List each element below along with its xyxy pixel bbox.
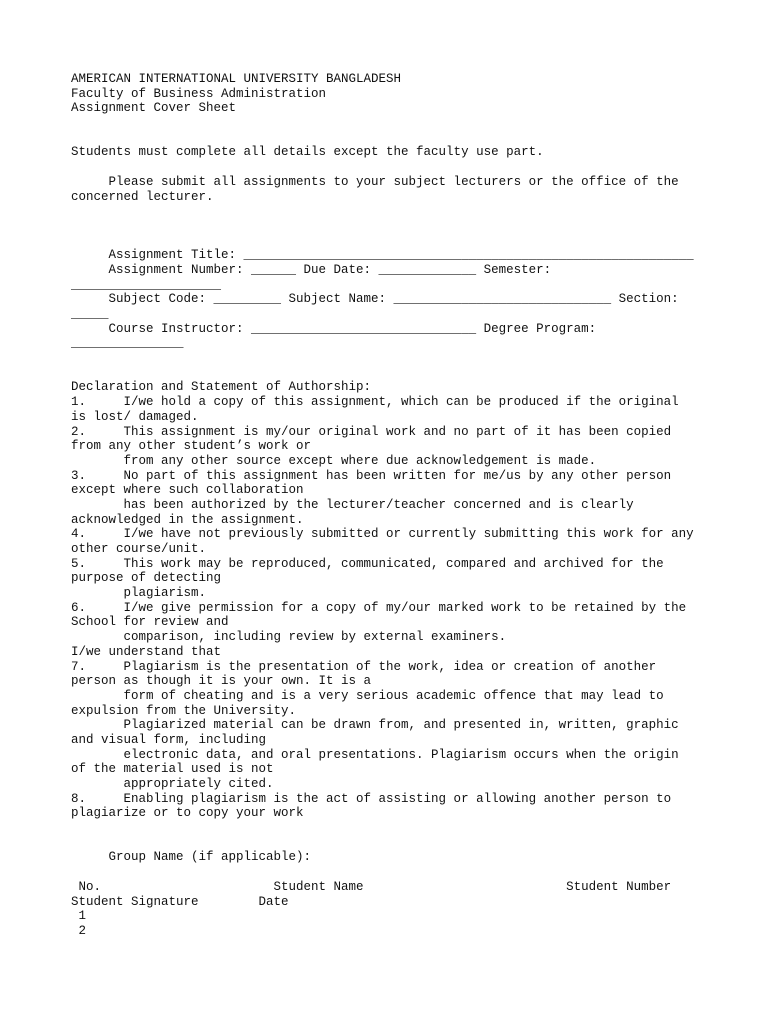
student-table-header-wrap: Student Signature Date bbox=[71, 894, 289, 909]
spacer bbox=[71, 836, 711, 851]
instruction-submit-wrap: concerned lecturer. bbox=[71, 189, 214, 204]
spacer bbox=[71, 131, 711, 146]
declaration-line: 3. No part of this assignment has been written for me/us by any other person bbox=[71, 468, 672, 483]
course-instructor-field: Course Instructor: ______________________________ Degree Program: bbox=[71, 321, 597, 336]
declaration-line: plagiarize or to copy your work bbox=[71, 806, 304, 821]
declaration-heading: Declaration and Statement of Authorship: bbox=[71, 380, 372, 395]
declaration-line: 5. This work may be reproduced, communicated, compared and archived for the bbox=[71, 556, 664, 571]
spacer bbox=[71, 160, 711, 175]
instruction-submit: Please submit all assignments to your subject lecturers or the office of the bbox=[71, 174, 679, 189]
assignment-number-field: Assignment Number: ______ Due Date: _____________ Semester: bbox=[71, 262, 552, 277]
declaration-line: I/we understand that bbox=[71, 644, 222, 659]
declaration-line: from any other student’s work or bbox=[71, 439, 312, 454]
declaration-line: and visual form, including bbox=[71, 732, 267, 747]
declaration-line: 1. I/we hold a copy of this assignment, which can be produced if the original bbox=[71, 395, 679, 410]
section-field-wrap: _____ bbox=[71, 307, 109, 321]
sheet-title: Assignment Cover Sheet bbox=[71, 101, 237, 116]
declaration-line: expulsion from the University. bbox=[71, 703, 297, 718]
declaration-line: appropriately cited. bbox=[71, 777, 274, 791]
group-name-field: Group Name (if applicable): bbox=[71, 850, 312, 865]
declaration-line: 7. Plagiarism is the presentation of the work, idea or creation of another bbox=[71, 659, 657, 674]
declaration-line: is lost/ damaged. bbox=[71, 409, 199, 424]
university-name: AMERICAN INTERNATIONAL UNIVERSITY BANGLADESH bbox=[71, 72, 402, 86]
declaration-line: plagiarism. bbox=[71, 586, 207, 601]
declaration-line: acknowledged in the assignment. bbox=[71, 512, 304, 527]
cover-sheet-document bbox=[71, 72, 711, 939]
declaration-list bbox=[71, 395, 711, 821]
student-table bbox=[71, 880, 711, 939]
table-row: 1 bbox=[71, 909, 87, 924]
declaration-line: has been authorized by the lecturer/teacher concerned and is clearly bbox=[71, 497, 634, 512]
spacer bbox=[71, 351, 711, 366]
student-table-header: No. Student Name Student Number bbox=[71, 879, 672, 894]
declaration-line: form of cheating and is a very serious academic offence that may lead to bbox=[71, 688, 664, 703]
spacer bbox=[71, 116, 711, 131]
spacer bbox=[71, 366, 711, 381]
spacer bbox=[71, 234, 711, 249]
spacer bbox=[71, 821, 711, 836]
spacer bbox=[71, 865, 711, 880]
declaration-line: except where such collaboration bbox=[71, 483, 304, 498]
declaration-line: from any other source except where due acknowledgement is made. bbox=[71, 453, 597, 468]
declaration-line: Plagiarized material can be drawn from, and presented in, written, graphic bbox=[71, 718, 679, 733]
semester-field-wrap: ____________________ bbox=[71, 277, 222, 292]
declaration-line: electronic data, and oral presentations. Plagiarism occurs when the origin bbox=[71, 747, 679, 762]
declaration-line: other course/unit. bbox=[71, 542, 207, 556]
degree-program-field-wrap: _______________ bbox=[71, 336, 184, 351]
declaration-line: 2. This assignment is my/our original work and no part of it has been copied bbox=[71, 424, 672, 439]
assignment-title-field: Assignment Title: ____________________________________________________________ bbox=[71, 248, 694, 263]
declaration-line: comparison, including review by external examiners. bbox=[71, 630, 507, 645]
declaration-line: 4. I/we have not previously submitted or currently submitting this work for any bbox=[71, 527, 694, 542]
declaration-line: School for review and bbox=[71, 615, 229, 630]
spacer bbox=[71, 219, 711, 234]
declaration-line: 6. I/we give permission for a copy of my/our marked work to be retained by the bbox=[71, 600, 687, 615]
declaration-line: of the material used is not bbox=[71, 762, 274, 777]
spacer bbox=[71, 204, 711, 219]
instruction-complete-details: Students must complete all details except the faculty use part. bbox=[71, 145, 544, 160]
table-row: 2 bbox=[71, 923, 87, 938]
declaration-line: 8. Enabling plagiarism is the act of assisting or allowing another person to bbox=[71, 791, 672, 806]
faculty-name: Faculty of Business Administration bbox=[71, 86, 327, 101]
subject-code-field: Subject Code: _________ Subject Name: _____________________________ Section: bbox=[71, 292, 679, 307]
declaration-line: purpose of detecting bbox=[71, 571, 222, 586]
declaration-line: person as though it is your own. It is a bbox=[71, 674, 372, 689]
